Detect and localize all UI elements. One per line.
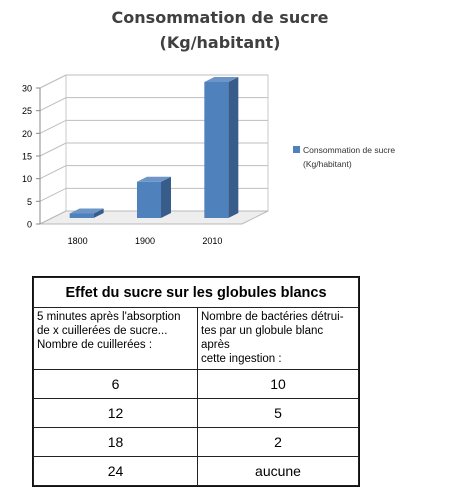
y-tick-label: 5: [26, 196, 32, 207]
x-tick-label: 1900: [134, 236, 156, 246]
header-col1-line: 5 minutes après l'absorption: [37, 311, 181, 323]
chart-title-line-2: (Kg/habitant): [159, 33, 281, 52]
table-row: [34, 399, 359, 428]
bar: [204, 82, 228, 218]
table-header-spoons: [34, 308, 198, 370]
bar-side: [228, 77, 238, 218]
y-tick-label: 0: [26, 219, 32, 230]
legend-swatch: [293, 146, 300, 153]
spoons-cell: 12: [34, 399, 198, 428]
spoons-cell: 18: [34, 428, 198, 457]
white-blood-cell-table: [32, 276, 360, 487]
chart-title-line-1: Consommation de sucre: [111, 8, 329, 27]
spoons-cell: 6: [34, 370, 198, 399]
bacteria-cell: 2: [198, 428, 359, 457]
table-row: [34, 457, 359, 486]
y-tick-label: 10: [21, 174, 32, 185]
header-col2-line: cette ingestion :: [201, 353, 282, 365]
bacteria-cell: aucune: [198, 457, 359, 486]
bacteria-cell: 5: [198, 399, 359, 428]
header-col2-line: Nombre de bactéries détrui-: [201, 311, 344, 323]
table-row: [34, 370, 359, 399]
bar: [137, 182, 161, 218]
y-tick-label: 25: [21, 106, 32, 117]
table-header-bacteria: [198, 308, 359, 370]
bar-side: [161, 177, 171, 218]
y-tick-label: 20: [21, 128, 32, 139]
legend-label: Consommation de sucre: [303, 145, 396, 155]
table-title: Effet du sucre sur les globules blancs: [34, 278, 359, 308]
table-row: [34, 428, 359, 457]
header-col1-line: de x cuillerées de sucre...: [37, 325, 168, 337]
y-tick-label: 30: [21, 83, 32, 94]
x-tick-label: 1800: [67, 236, 88, 246]
header-col1-line: Nombre de cuillerées :: [37, 339, 153, 351]
bacteria-cell: 10: [198, 370, 359, 399]
x-tick-label: 2010: [202, 236, 223, 246]
y-tick-label: 15: [21, 151, 32, 162]
legend-label: (Kg/habitant): [303, 159, 352, 169]
spoons-cell: 24: [34, 457, 198, 486]
bar: [70, 213, 94, 218]
header-col2-line: tes par un globule blanc après: [201, 325, 324, 351]
